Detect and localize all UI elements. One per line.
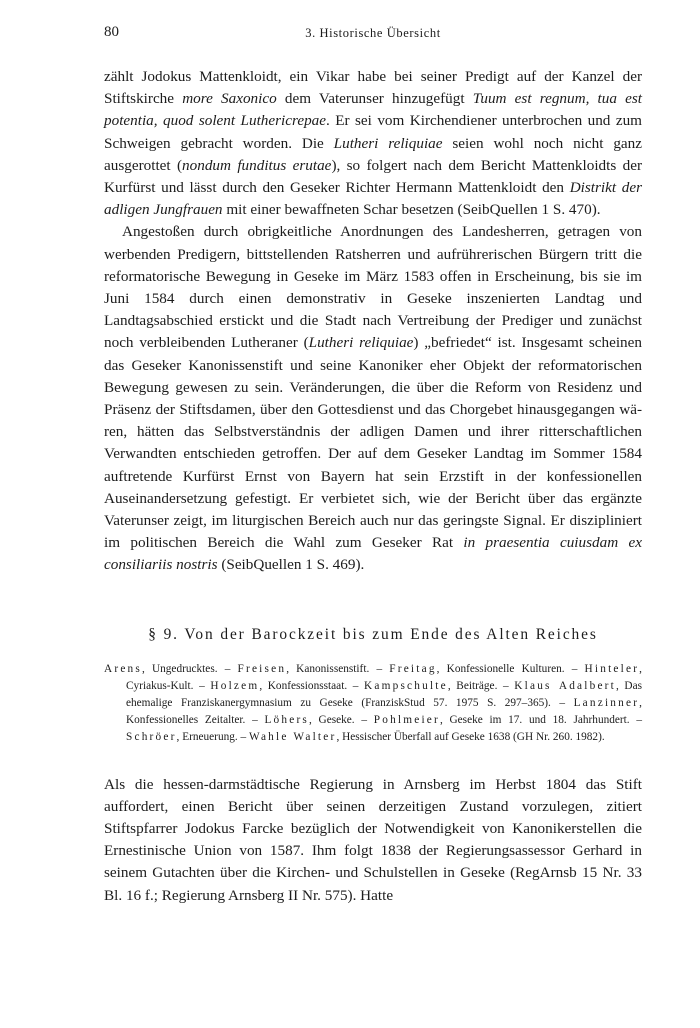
body-paragraph: Als die hessen-darmstädtische Regierung in Arnsberg im Herbst 1804 das Stift auffordert, einen Bericht über seinen derzeitigen Zustand vorzulegen, zitiert Stiftspfarrer Jodokus Farcke bezüglich der Notwendigkeit von Kanonikerstellen die Ernestinische Union von 1587. Ihm folgt 1838 der Regierungsassessor Gerhard in seinem Gutachten über die Kirchen- und Schulstellen in Geseke (RegArnsb 15 Nr. 33 Bl. 16 f.; Regierung Arnsberg II Nr. 575). Hatte bbox=[104, 775, 642, 904]
text-run: ) „befriedet“ ist. Insgesamt scheinen das Geseker Kanonissenstift und seine Kanoniker eher Objekt der reformatorischen Bewegung gewesen zu sein. Veränderungen, die über die Reform von Residenz und Präsenz der Stiftsdamen, über den Gottesdienst und das Chorgebet hinausgegangen wären, hätten das Selbstverständnis der adligen Damen und ihrer ritterschaftlichen Verwandten entschieden getroffen. Der auf dem Geseker Landtag im Sommer 1584 auftretende Kurfürst Ernst von Bayern hat sein Erzstift in der konfessionellen Auseinandersetzung gefestigt. Er verbietet sich, wie der Bericht über das ergänzte Vaterunser zeigt, im liturgischen Bereich auch nur das geringste Signal. Er diszipliniert im politischen Bereich die Wahl zum Geseker Rat bbox=[104, 334, 642, 552]
latin-phrase: Distrikt der adligen Jungfrauen bbox=[104, 179, 642, 219]
author-name: Arens bbox=[104, 662, 142, 675]
latin-phrase: Tuum est regnum, tua est potentia, quod solent Luthericrepae bbox=[104, 90, 642, 130]
text-run: mit einer bewaffneten Schar besetzen (SeibQuellen 1 S. 470). bbox=[222, 201, 601, 219]
bibliography-note bbox=[104, 661, 642, 746]
text-run: , Ungedrucktes. – bbox=[141, 662, 238, 675]
book-page bbox=[104, 24, 642, 907]
author-name: Hinteler bbox=[584, 662, 640, 675]
text-run: , Konfessionsstaat. – bbox=[259, 679, 365, 692]
author-name: Wahle Walter bbox=[249, 730, 337, 743]
latin-phrase: more Saxonico bbox=[182, 90, 277, 108]
page-number: 80 bbox=[104, 24, 119, 40]
text-run: , Geseke im 17. und 18. Jahrhundert. – bbox=[439, 713, 642, 726]
text-run: , Kanonissenstift. – bbox=[286, 662, 390, 675]
latin-phrase: in praesentia cuiusdam ex consiliariis nostris bbox=[104, 534, 642, 574]
text-run: Angestoßen durch obrigkeitliche Anordnungen des Landesherren, getragen von werbenden Predigern, bittstellenden Ratsherren und aufrührerischen Bürgern tritt die reformatorische Bewegung in Geseke im März 1583 offen in Erscheinung, bis sie im Juni 1584 durch einen demonstrativ in Geseke inszenierten Landtag und Landtagsabschied erstickt und die Stadt nach Vertreibung der Prediger und zunächst noch verbleibenden Lutheraner ( bbox=[104, 223, 642, 352]
text-run: , Konfessionelles Zeitalter. – bbox=[126, 696, 642, 726]
author-name: Holzem bbox=[210, 679, 260, 692]
author-name: Schröer bbox=[126, 730, 177, 743]
author-name: Freitag bbox=[389, 662, 437, 675]
running-title: 3. Historische Übersicht bbox=[305, 26, 441, 40]
body-paragraph bbox=[104, 221, 642, 576]
author-name: Freisen bbox=[237, 662, 287, 675]
text-run: , Geseke. – bbox=[309, 713, 374, 726]
text-run: , Hessischer Überfall auf Geseke 1638 (GH Nr. 260. 1982). bbox=[336, 730, 605, 743]
latin-phrase: Lutheri reliquiae bbox=[308, 334, 414, 352]
section-heading: § 9. Von der Barockzeit bis zum Ende des Alten Reiches bbox=[148, 625, 598, 643]
text-run: (SeibQuellen 1 S. 469). bbox=[217, 556, 365, 574]
text-run: , Konfessionelle Kulturen. – bbox=[436, 662, 585, 675]
author-name: Lanzinner bbox=[573, 696, 640, 709]
latin-phrase: Lutheri reliquiae bbox=[333, 134, 443, 152]
text-run: , Erneuerung. – bbox=[176, 730, 250, 743]
text-run: zählt Jodokus Mattenkloidt, ein Vikar habe bei seiner Predigt auf der Kanzel der Stiftskirche bbox=[104, 68, 642, 108]
author-name: Klaus Adalbert bbox=[514, 679, 616, 692]
body-paragraph bbox=[104, 66, 642, 221]
author-name: Löhers bbox=[264, 713, 310, 726]
text-run: , Cyriakus-Kult. – bbox=[126, 662, 642, 692]
text-run: , Das ehemalige Franziskanergymnasium zu Geseke (FranziskStud 57. 1975 S. 297–365). – bbox=[126, 679, 642, 709]
text-run: seien wohl noch nicht ganz ausgerottet ( bbox=[104, 134, 642, 174]
text-run: , Beiträge. – bbox=[447, 679, 515, 692]
text-run: dem Vaterunser hinzugefügt bbox=[276, 90, 473, 108]
author-name: Pohlmeier bbox=[373, 713, 440, 726]
running-head bbox=[104, 24, 642, 50]
text-run: ), so folgert nach dem Bericht Mattenkloidts der Kurfürst und lässt durch den Geseker Richter Hermann Mattenkloidt den bbox=[104, 156, 642, 197]
author-name: Kampschulte bbox=[364, 679, 448, 692]
text-run: . Er sei vom Kirchendiener unterbrochen und zum Schweigen gebracht worden. Die bbox=[104, 112, 642, 152]
latin-phrase: nondum funditus erutae bbox=[182, 156, 332, 174]
